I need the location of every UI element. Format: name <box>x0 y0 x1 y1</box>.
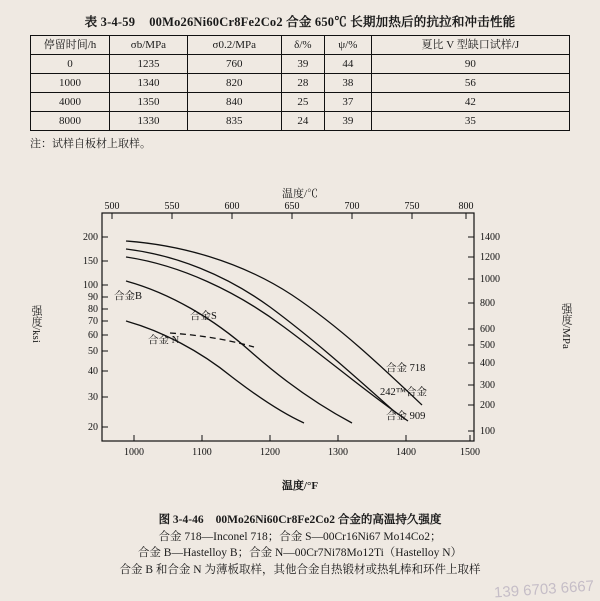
cell-sigma-b: 1340 <box>110 74 188 93</box>
curve-alloy-909 <box>126 281 352 423</box>
bottom-ticks <box>134 435 470 441</box>
top-tick-label: 750 <box>404 201 420 212</box>
curve-label-alloy-n: 合金 N <box>148 335 180 346</box>
right-tick-label: 800 <box>480 298 495 309</box>
plot-frame <box>102 213 474 441</box>
left-tick-label: 50 <box>88 346 98 357</box>
curve-alloy-b <box>126 249 396 413</box>
left-tick-label: 70 <box>88 316 98 327</box>
left-tick-label: 30 <box>88 392 98 403</box>
cell-sigma-02: 835 <box>187 112 281 131</box>
cell-delta: 25 <box>281 93 324 112</box>
curve-label-alloy-242: 242™合金 <box>380 387 428 398</box>
cell-sigma-02: 840 <box>187 93 281 112</box>
table-title <box>30 12 570 30</box>
top-tick-label: 550 <box>164 201 180 212</box>
curve-label-alloy-718: 合金 718 <box>386 363 426 374</box>
cell-delta: 39 <box>281 55 324 74</box>
cell-charpy: 90 <box>371 55 569 74</box>
curve-alloy-718 <box>126 241 422 405</box>
col-header-time: 停留时间/h <box>31 36 110 55</box>
right-tick-label: 500 <box>480 340 495 351</box>
left-tick-label: 60 <box>88 330 98 341</box>
cell-psi: 44 <box>325 55 372 74</box>
figure-caption <box>0 512 600 579</box>
col-header-sigma-02: σ0.2/MPa <box>187 36 281 55</box>
top-tick-label: 500 <box>104 201 120 212</box>
table-row <box>31 55 570 74</box>
col-header-sigma-b: σb/MPa <box>110 36 188 55</box>
left-tick-label: 90 <box>88 292 98 303</box>
top-tick-label: 600 <box>224 201 240 212</box>
bottom-tick-label: 1300 <box>328 447 348 458</box>
cell-time: 8000 <box>31 112 110 131</box>
right-tick-label: 1200 <box>480 252 500 263</box>
chart-left-axis-label: 强度/ksi <box>30 305 42 343</box>
table-row <box>31 93 570 112</box>
top-tick-label: 700 <box>344 201 360 212</box>
table-header-row <box>31 36 570 55</box>
curve-alloy-s <box>170 333 254 347</box>
curves <box>126 241 422 423</box>
cell-time: 1000 <box>31 74 110 93</box>
performance-table <box>30 35 570 131</box>
curve-label-alloy-s: 合金S <box>190 311 217 322</box>
cell-delta: 28 <box>281 74 324 93</box>
bottom-tick-label: 1200 <box>260 447 280 458</box>
table-title-text: 00Mo26Ni60Cr8Fe2Co2 合金 650℃ 长期加热后的抗拉和冲击性能 <box>149 15 516 29</box>
bottom-tick-labels <box>124 447 480 458</box>
top-tick-label: 800 <box>458 201 474 212</box>
cell-sigma-b: 1235 <box>110 55 188 74</box>
cell-sigma-02: 820 <box>187 74 281 93</box>
top-ticks <box>112 213 466 219</box>
left-tick-label: 20 <box>88 422 98 433</box>
cell-sigma-02: 760 <box>187 55 281 74</box>
right-tick-label: 1400 <box>480 232 500 243</box>
figure-caption-line3: 合金 B—Hastelloy B；合金 N—00Cr7Ni78Mo12Ti（Hastelloy N） <box>137 547 463 560</box>
cell-delta: 24 <box>281 112 324 131</box>
right-tick-label: 100 <box>480 426 495 437</box>
bottom-tick-label: 1000 <box>124 447 144 458</box>
figure-caption-line1 <box>0 512 600 529</box>
right-ticks <box>468 237 474 431</box>
table-number: 表 3-4-59 <box>84 15 136 29</box>
col-header-psi: ψ/% <box>325 36 372 55</box>
right-tick-labels <box>480 232 500 437</box>
curve-labels <box>114 289 428 422</box>
cell-time: 4000 <box>31 93 110 112</box>
table-block <box>30 12 570 151</box>
page-watermark: 139 6703 6667 <box>493 577 595 601</box>
cell-charpy: 56 <box>371 74 569 93</box>
chart-block <box>30 185 570 505</box>
left-tick-labels <box>83 232 98 433</box>
chart-right-axis-label: 强度/MPa <box>560 303 572 349</box>
chart-top-axis-label: 温度/℃ <box>281 188 319 200</box>
left-ticks <box>102 237 108 427</box>
col-header-delta: δ/% <box>281 36 324 55</box>
left-tick-label: 40 <box>88 366 98 377</box>
chart-bottom-axis-label: 温度/°F <box>281 480 319 492</box>
left-tick-label: 80 <box>88 304 98 315</box>
table-row <box>31 112 570 131</box>
cell-charpy: 42 <box>371 93 569 112</box>
bottom-tick-label: 1500 <box>460 447 480 458</box>
right-tick-label: 300 <box>480 380 495 391</box>
table-note: 注：试样自板材上取样。 <box>30 138 151 150</box>
cell-psi: 38 <box>325 74 372 93</box>
right-tick-label: 200 <box>480 400 495 411</box>
curve-label-alloy-b: 合金B <box>114 291 143 302</box>
cell-psi: 37 <box>325 93 372 112</box>
curve-label-alloy-909: 合金 909 <box>386 411 426 422</box>
left-tick-label: 200 <box>83 232 98 243</box>
figure-number: 图 3-4-46 <box>158 514 204 526</box>
right-tick-label: 600 <box>480 324 495 335</box>
right-tick-label: 400 <box>480 358 495 369</box>
figure-title: 00Mo26Ni60Cr8Fe2Co2 合金的高温持久强度 <box>215 514 442 526</box>
top-tick-labels <box>105 201 474 212</box>
col-header-charpy: 夏比 V 型缺口试样/J <box>371 36 569 55</box>
bottom-tick-label: 1100 <box>192 447 212 458</box>
figure-caption-line4: 合金 B 和合金 N 为薄板取样，其他合金自热锻材或热轧棒和环件上取样 <box>119 564 481 577</box>
persistence-strength-plot <box>30 199 570 479</box>
right-tick-label: 1000 <box>480 274 500 285</box>
figure-caption-line2: 合金 718—Inconel 718；合金 S—00Cr16Ni67 Mo14Co2； <box>158 530 442 543</box>
cell-time: 0 <box>31 55 110 74</box>
left-tick-label: 100 <box>83 280 98 291</box>
cell-psi: 39 <box>325 112 372 131</box>
table-row <box>31 74 570 93</box>
cell-charpy: 35 <box>371 112 569 131</box>
left-tick-label: 150 <box>83 256 98 267</box>
cell-sigma-b: 1330 <box>110 112 188 131</box>
top-tick-label: 650 <box>284 201 300 212</box>
cell-sigma-b: 1350 <box>110 93 188 112</box>
bottom-tick-label: 1400 <box>396 447 416 458</box>
